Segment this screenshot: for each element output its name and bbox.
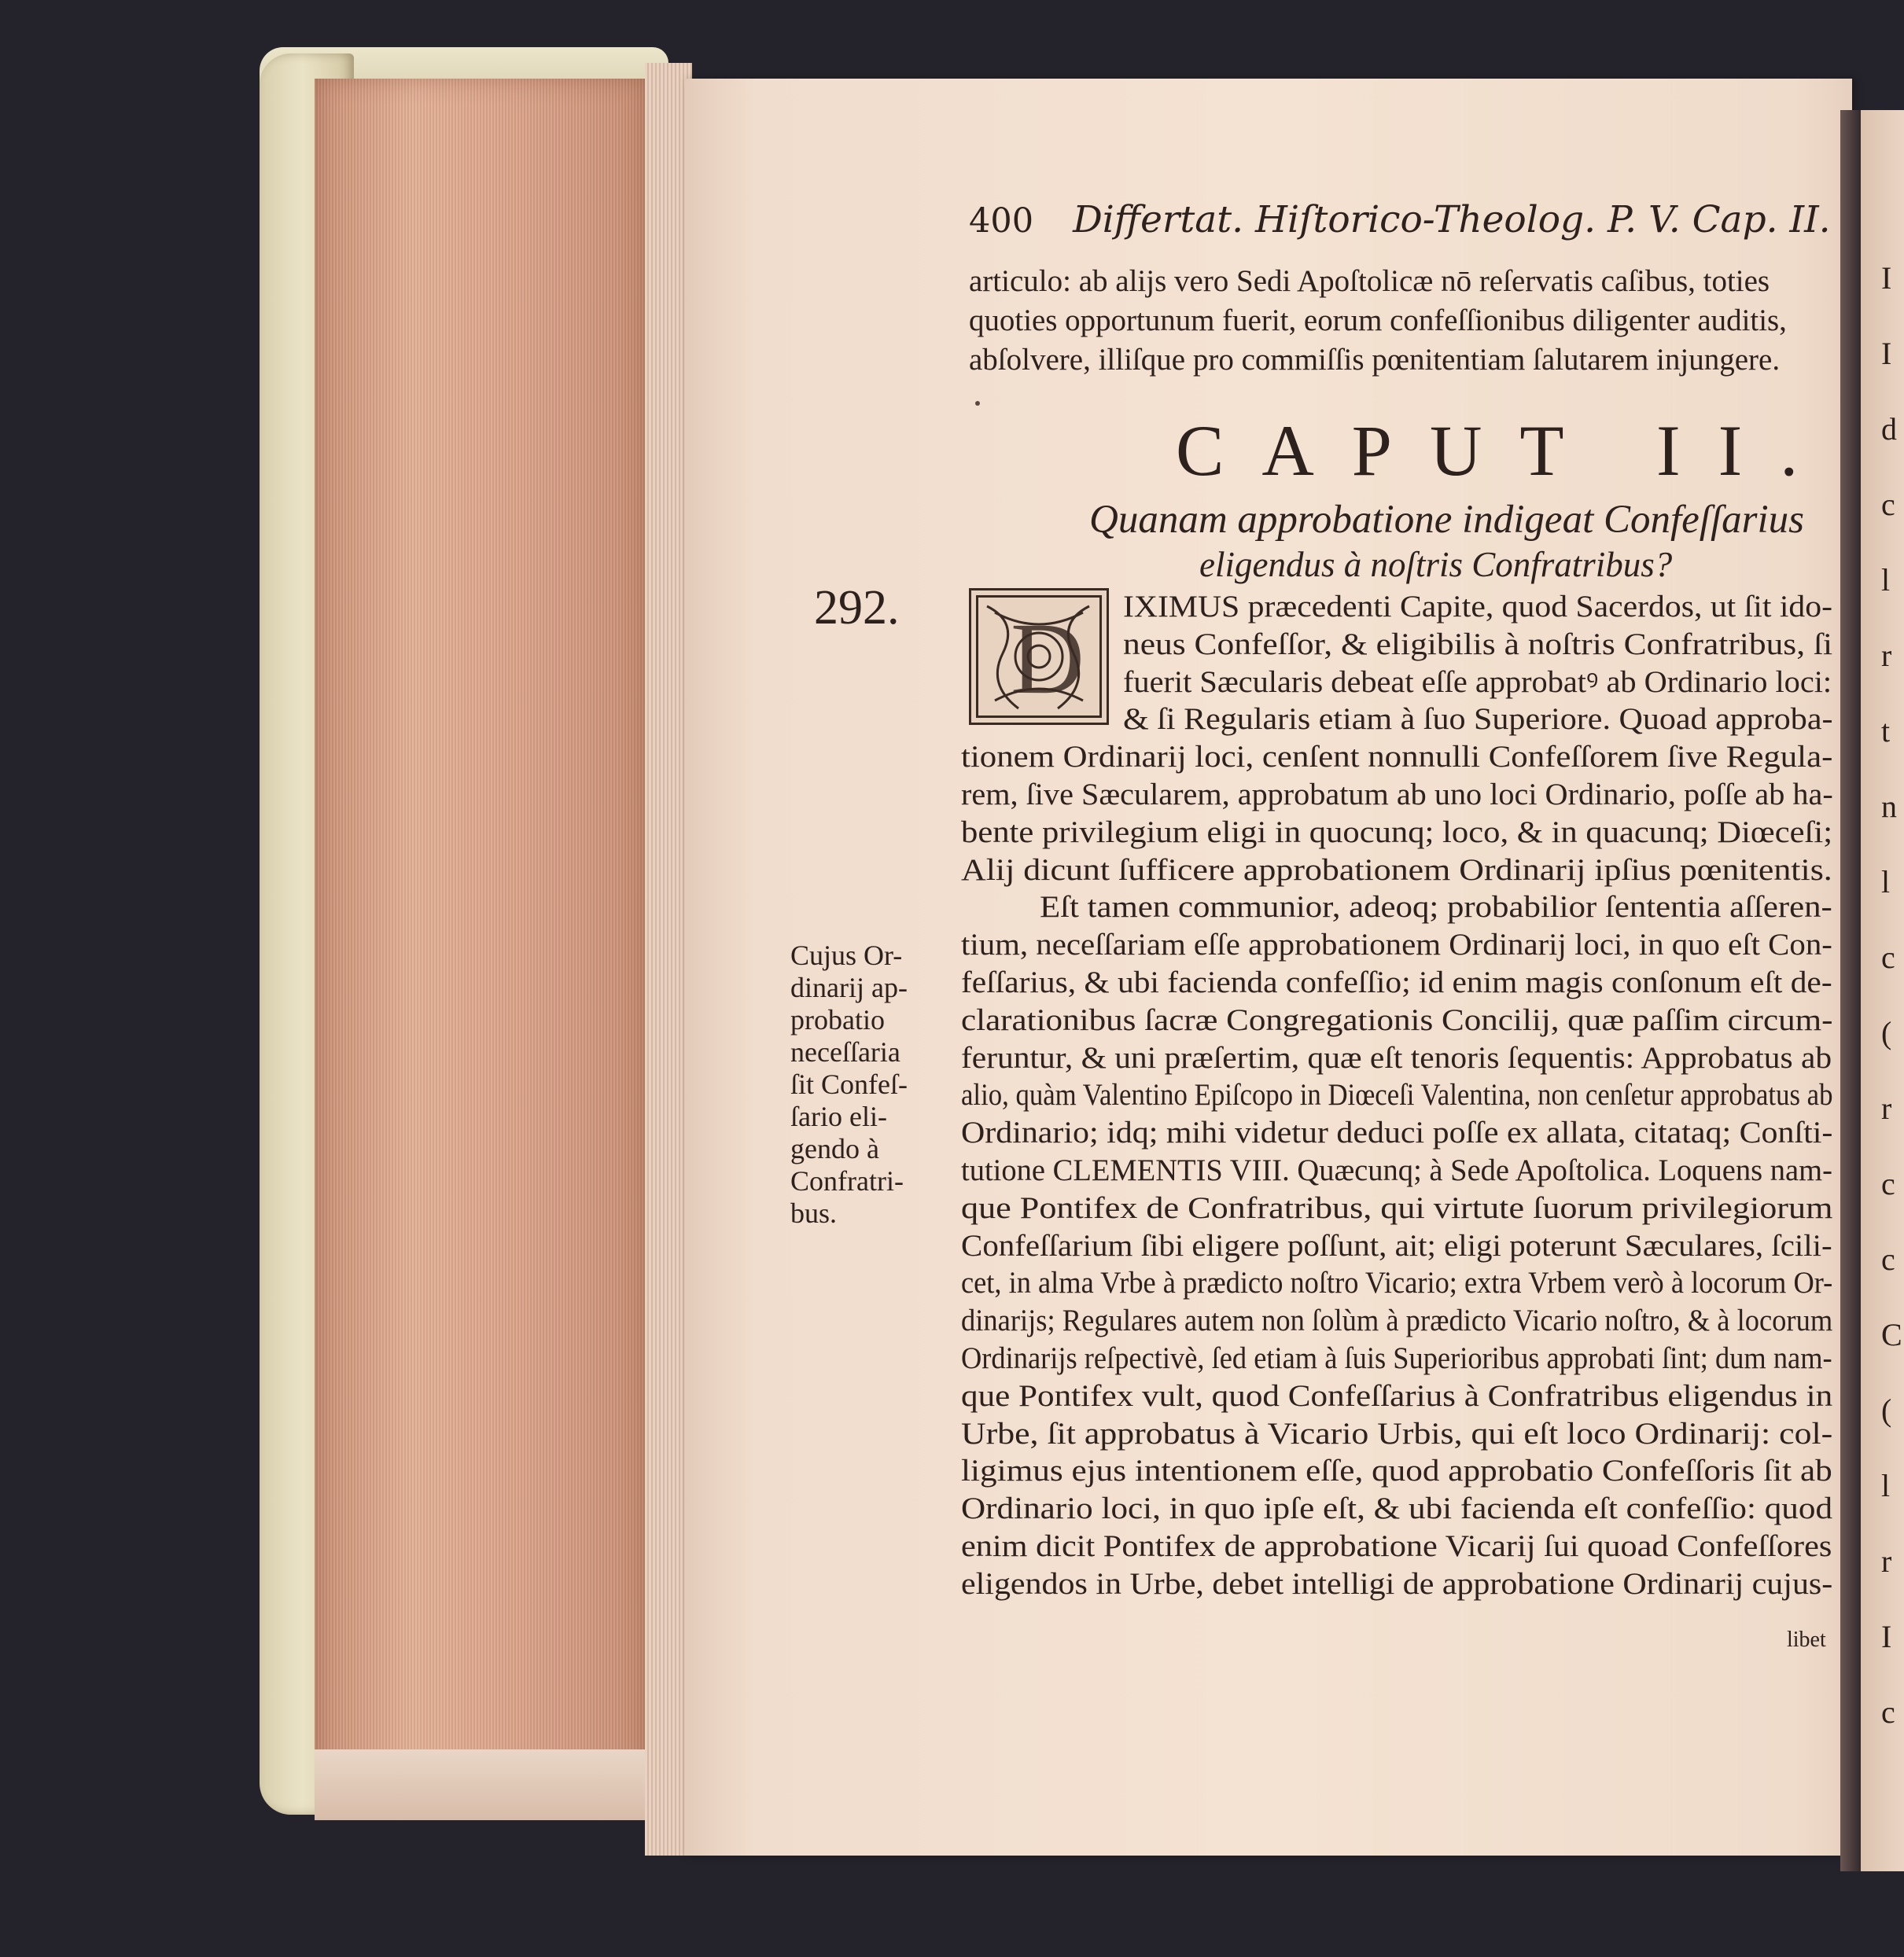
body-line: Ordinario; idq; mihi videtur deduci poſſe ex allata, citataq; Conſti- — [961, 1116, 1833, 1150]
catchword: libet — [1787, 1628, 1826, 1652]
body-line: bente privilegium eligi in quocunq; loco, & in quacunq; Diœceſi; — [961, 815, 1833, 849]
right-page-fragment: ( — [1881, 1015, 1892, 1050]
marginal-note-line: ſario eli- — [790, 1101, 887, 1132]
right-page-fragment: r — [1881, 638, 1892, 673]
right-page-fragment: c — [1881, 1242, 1895, 1277]
right-page-fragment: r — [1881, 1543, 1892, 1579]
right-page-fragment: I — [1881, 1619, 1892, 1654]
right-page-fragment: c — [1881, 1166, 1895, 1201]
top-line: abſolvere, illiſque pro commiſſis pœnitentiam ſalutarem injungere. — [969, 343, 1781, 377]
decorated-initial — [969, 588, 1109, 725]
chapter-heading: CAPUT II. — [1176, 410, 1836, 491]
marginal-note-line: gendo à — [790, 1133, 879, 1164]
body-line: fuerit Sæcularis debeat eſſe approbatꝰ ab Ordinario loci: — [1123, 664, 1832, 699]
top-line: quoties opportunum fuerit, eorum confeſſionibus diligenter auditis, — [969, 303, 1787, 337]
body-line: IXIMUS præcedenti Capite, quod Sacerdos, ut ſit ido- — [1123, 590, 1833, 624]
right-page-fragment: c — [1881, 487, 1895, 522]
body-line: tium, neceſſariam eſſe approbationem Ordinarij loci, in quo eſt Con- — [961, 928, 1832, 962]
top-line: articulo: ab alijs vero Sedi Apoſtolicæ nō reſervatis caſibus, toties — [969, 264, 1770, 298]
marginal-note-line: Confratri- — [790, 1165, 904, 1197]
marginal-note-line: ſit Confeſ- — [790, 1069, 908, 1100]
right-page-fragment: t — [1881, 713, 1891, 749]
body-line: tutione CLEMENTIS VIII. Quæcunq; à Sede Apoſtolica. Loquens nam- — [961, 1153, 1832, 1187]
right-page-fragment: C — [1881, 1317, 1902, 1352]
right-page-edge — [1861, 110, 1904, 1871]
body-line: ligimus ejus intentionem eſſe, quod approbatio Confeſſoris ſit ab — [961, 1454, 1832, 1488]
body-line: alio, quàm Valentino Epiſcopo in Diœceſi Valentina, non cenſetur approbatus ab — [961, 1078, 1833, 1113]
chapter-subtitle-line2: eligendus à noſtris Confratribus? — [1199, 545, 1673, 584]
paragraph-number: 292. — [814, 581, 900, 635]
chapter-subtitle-line1: Quanam approbatione indigeat Confeſſarius — [1089, 498, 1805, 542]
running-title: Differtat. Hiſtorico-Theolog. P. V. Cap. II. — [1073, 198, 1831, 241]
ink-dot — [975, 401, 980, 406]
right-page-fragment: r — [1881, 1091, 1892, 1126]
body-line: Ordinario loci, in quo ipſe eſt, & ubi facienda eſt confeſſio: quod — [961, 1492, 1833, 1526]
right-page-fragment: c — [1881, 940, 1895, 975]
page-edge-bottom — [315, 1749, 645, 1820]
body-line: tionem Ordinarij loci, cenſent nonnulli Confeſſorem ſive Regula- — [961, 740, 1833, 774]
body-line: clarationibus ſacræ Congregationis Concilij, quæ paſſim circum- — [961, 1002, 1833, 1037]
body-line: feruntur, & uni præſertim, quæ eſt tenoris ſequentis: Approbatus ab — [961, 1040, 1832, 1075]
marginal-note-line: probatio — [790, 1004, 885, 1036]
right-page-fragment: ( — [1881, 1392, 1892, 1428]
body-line: Urbe, ſit approbatus à Vicario Urbis, qui eſt loco Ordinarij: col- — [961, 1416, 1833, 1451]
initial-letter: D — [1011, 602, 1085, 715]
body-line: cet, in alma Vrbe à prædicto noſtro Vicario; extra Vrbem verò à locorum Or- — [961, 1266, 1833, 1300]
body-line: & ſi Regularis etiam à ſuo Superiore. Quoad approba- — [1123, 702, 1833, 737]
right-page-fragment: I — [1881, 260, 1892, 296]
marginal-note-line: Cujus Or- — [790, 940, 903, 971]
right-page-fragment: I — [1881, 336, 1892, 371]
running-header — [969, 198, 1831, 245]
body-line: Alij dicunt ſufficere approbationem Ordinarij ipſius pœnitentis. — [961, 852, 1832, 887]
initial-ornament — [971, 590, 1107, 723]
body-line: enim dicit Pontifex de approbatione Vicarij ſui quoad Confeſſores — [961, 1529, 1832, 1563]
right-page-fragment: l — [1881, 562, 1891, 598]
right-page-fragment: n — [1881, 789, 1897, 824]
body-line: rem, ſive Sæcularem, approbatum ab uno loci Ordinario, poſſe ab ha- — [961, 778, 1833, 811]
marginal-note-line: neceſſaria — [790, 1036, 900, 1068]
marginal-note-line: dinarij ap- — [790, 972, 908, 1003]
marginal-note — [790, 940, 948, 1230]
body-line: dinarijs; Regulares autem non ſolùm à prædicto Vicario noſtro, & à locorum — [961, 1304, 1833, 1338]
body-line: Eſt tamen communior, adeoq; probabilior ſententia aſſeren- — [1040, 890, 1832, 925]
right-page-fragment: l — [1881, 864, 1891, 899]
page-number: 400 — [969, 201, 1034, 241]
body-line: feſſarius, & ubi facienda confeſſio; id enim magis conſonum eſt de- — [961, 966, 1832, 999]
body-line: que Pontifex vult, quod Confeſſarius à Confratribus eligendus in — [961, 1378, 1833, 1413]
body-line: que Pontifex de Confratribus, qui virtute ſuorum privilegiorum — [961, 1190, 1833, 1225]
marginal-note-line: bus. — [790, 1197, 838, 1229]
right-page-fragment: c — [1881, 1694, 1895, 1730]
body-line: Ordinarijs reſpectivè, ſed etiam à ſuis Superioribus approbati ſint; dum nam- — [961, 1341, 1832, 1375]
body-line: Confeſſarium ſibi eligere poſſunt, ait; eligi poterunt Sæculares, ſcili- — [961, 1228, 1832, 1263]
body-line: eligendos in Urbe, debet intelligi de approbatione Ordinarij cujus- — [961, 1566, 1833, 1601]
page-fore-edge — [315, 79, 645, 1820]
body-line: neus Confeſſor, & eligibilis à noſtris Confratribus, ſi — [1123, 627, 1833, 661]
right-page-fragment: d — [1881, 411, 1897, 447]
right-page-fragment: l — [1881, 1468, 1891, 1503]
